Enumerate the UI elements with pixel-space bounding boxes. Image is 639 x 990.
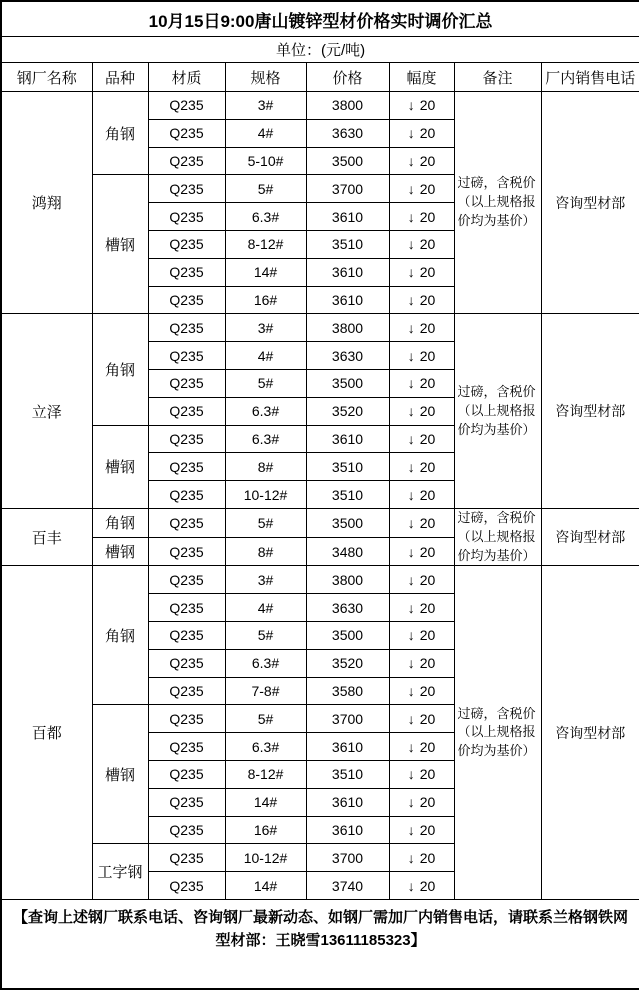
col-header-material: 材质 [148, 63, 225, 92]
price-cell: 3630 [306, 119, 389, 147]
spec-cell: 6.3# [225, 733, 306, 761]
material-cell: Q235 [148, 677, 225, 705]
change-value: 20 [419, 683, 436, 700]
change-cell [389, 314, 454, 342]
spec-cell: 5# [225, 622, 306, 650]
price-cell: 3510 [306, 453, 389, 481]
material-cell: Q235 [148, 594, 225, 622]
down-arrow-icon: ↓ [407, 738, 415, 755]
price-cell: 3610 [306, 425, 389, 453]
page-title: 10月15日9:00唐山镀锌型材价格实时调价汇总 [1, 1, 639, 37]
phone-cell: 咨询型材部 [541, 92, 639, 314]
change-cell [389, 481, 454, 509]
change-value: 20 [419, 849, 436, 866]
price-cell: 3500 [306, 147, 389, 175]
spec-cell: 6.3# [225, 203, 306, 231]
down-arrow-icon: ↓ [407, 152, 415, 169]
price-cell: 3610 [306, 286, 389, 314]
unit-row [1, 37, 639, 63]
change-cell [389, 369, 454, 397]
material-cell: Q235 [148, 705, 225, 733]
price-cell: 3510 [306, 481, 389, 509]
change-value: 20 [419, 403, 436, 420]
spec-cell: 4# [225, 119, 306, 147]
down-arrow-icon: ↓ [407, 683, 415, 700]
down-arrow-icon: ↓ [407, 655, 415, 672]
change-value: 20 [419, 208, 436, 225]
table-row [1, 508, 639, 537]
table-row [1, 92, 639, 120]
price-cell: 3610 [306, 203, 389, 231]
change-cell [389, 566, 454, 594]
spec-cell: 16# [225, 286, 306, 314]
down-arrow-icon: ↓ [407, 710, 415, 727]
change-value: 20 [419, 571, 436, 588]
down-arrow-icon: ↓ [407, 291, 415, 308]
material-cell: Q235 [148, 761, 225, 789]
material-cell: Q235 [148, 92, 225, 120]
title-row [1, 1, 639, 37]
price-cell: 3700 [306, 844, 389, 872]
spec-cell: 4# [225, 594, 306, 622]
change-value: 20 [419, 152, 436, 169]
phone-cell: 咨询型材部 [541, 566, 639, 900]
material-cell: Q235 [148, 566, 225, 594]
variety-cell: 槽钢 [92, 705, 148, 844]
price-cell: 3800 [306, 314, 389, 342]
change-value: 20 [419, 291, 436, 308]
price-cell: 3700 [306, 175, 389, 203]
variety-cell: 角钢 [92, 92, 148, 175]
change-cell [389, 453, 454, 481]
down-arrow-icon: ↓ [407, 319, 415, 336]
material-cell: Q235 [148, 175, 225, 203]
down-arrow-icon: ↓ [407, 571, 415, 588]
material-cell: Q235 [148, 425, 225, 453]
change-value: 20 [419, 347, 436, 364]
material-cell: Q235 [148, 342, 225, 370]
change-cell [389, 622, 454, 650]
col-header-variety: 品种 [92, 63, 148, 92]
down-arrow-icon: ↓ [407, 403, 415, 420]
down-arrow-icon: ↓ [407, 180, 415, 197]
change-value: 20 [419, 514, 436, 531]
material-cell: Q235 [148, 369, 225, 397]
change-cell [389, 816, 454, 844]
change-cell [389, 147, 454, 175]
down-arrow-icon: ↓ [407, 236, 415, 253]
material-cell: Q235 [148, 733, 225, 761]
phone-cell: 咨询型材部 [541, 508, 639, 566]
spec-cell: 5# [225, 369, 306, 397]
spec-cell: 4# [225, 342, 306, 370]
down-arrow-icon: ↓ [407, 347, 415, 364]
change-cell [389, 258, 454, 286]
col-header-price: 价格 [306, 63, 389, 92]
table-row [1, 314, 639, 342]
variety-cell: 工字钢 [92, 844, 148, 900]
remark-cell: 过磅，含税价（以上规格报价均为基价） [454, 92, 541, 314]
change-value: 20 [419, 180, 436, 197]
spec-cell: 6.3# [225, 649, 306, 677]
down-arrow-icon: ↓ [407, 486, 415, 503]
spec-cell: 5# [225, 705, 306, 733]
change-cell [389, 425, 454, 453]
change-value: 20 [419, 822, 436, 839]
change-value: 20 [419, 264, 436, 281]
change-cell [389, 844, 454, 872]
change-value: 20 [419, 486, 436, 503]
down-arrow-icon: ↓ [407, 264, 415, 281]
change-cell [389, 397, 454, 425]
change-value: 20 [419, 375, 436, 392]
down-arrow-icon: ↓ [407, 208, 415, 225]
spec-cell: 14# [225, 788, 306, 816]
variety-cell: 槽钢 [92, 425, 148, 508]
price-cell: 3510 [306, 761, 389, 789]
variety-cell: 槽钢 [92, 537, 148, 566]
price-cell: 3610 [306, 816, 389, 844]
price-cell: 3520 [306, 397, 389, 425]
material-cell: Q235 [148, 649, 225, 677]
variety-cell: 角钢 [92, 508, 148, 537]
material-cell: Q235 [148, 314, 225, 342]
down-arrow-icon: ↓ [407, 458, 415, 475]
change-cell [389, 203, 454, 231]
spec-cell: 8# [225, 453, 306, 481]
variety-cell: 角钢 [92, 566, 148, 705]
price-table-body [1, 92, 639, 900]
mill-name-cell: 立泽 [1, 314, 92, 509]
mill-name-cell: 鸿翔 [1, 92, 92, 314]
footer-note: 【查询上述钢厂联系电话、咨询钢厂最新动态、如钢厂需加厂内销售电话，请联系兰格钢铁网型材部：王晓雪13611185323】 [1, 900, 639, 990]
change-value: 20 [419, 710, 436, 727]
material-cell: Q235 [148, 481, 225, 509]
spec-cell: 7-8# [225, 677, 306, 705]
mill-name-cell: 百丰 [1, 508, 92, 566]
price-cell: 3500 [306, 622, 389, 650]
col-header-phone: 厂内销售电话 [541, 63, 639, 92]
down-arrow-icon: ↓ [407, 627, 415, 644]
change-cell [389, 733, 454, 761]
change-value: 20 [419, 794, 436, 811]
change-value: 20 [419, 458, 436, 475]
down-arrow-icon: ↓ [407, 543, 415, 560]
spec-cell: 16# [225, 816, 306, 844]
price-cell: 3630 [306, 342, 389, 370]
phone-cell: 咨询型材部 [541, 314, 639, 509]
mill-name-cell: 百都 [1, 566, 92, 900]
spec-cell: 6.3# [225, 425, 306, 453]
price-cell: 3800 [306, 566, 389, 594]
price-cell: 3580 [306, 677, 389, 705]
change-cell [389, 788, 454, 816]
price-cell: 3610 [306, 788, 389, 816]
change-cell [389, 761, 454, 789]
remark-cell: 过磅，含税价（以上规格报价均为基价） [454, 508, 541, 566]
down-arrow-icon: ↓ [407, 375, 415, 392]
material-cell: Q235 [148, 203, 225, 231]
change-value: 20 [419, 319, 436, 336]
change-cell [389, 342, 454, 370]
material-cell: Q235 [148, 816, 225, 844]
spec-cell: 5# [225, 175, 306, 203]
material-cell: Q235 [148, 397, 225, 425]
material-cell: Q235 [148, 147, 225, 175]
change-cell [389, 508, 454, 537]
change-value: 20 [419, 655, 436, 672]
variety-cell: 角钢 [92, 314, 148, 425]
spec-cell: 5-10# [225, 147, 306, 175]
change-cell [389, 872, 454, 900]
footer-row [1, 900, 639, 990]
change-cell [389, 286, 454, 314]
col-header-change: 幅度 [389, 63, 454, 92]
spec-cell: 6.3# [225, 397, 306, 425]
header-row [1, 63, 639, 92]
variety-cell: 槽钢 [92, 175, 148, 314]
down-arrow-icon: ↓ [407, 514, 415, 531]
spec-cell: 8-12# [225, 230, 306, 258]
price-cell: 3500 [306, 369, 389, 397]
down-arrow-icon: ↓ [407, 794, 415, 811]
unit-label: 单位：(元/吨) [1, 37, 639, 63]
change-cell [389, 677, 454, 705]
down-arrow-icon: ↓ [407, 125, 415, 142]
table-row [1, 566, 639, 594]
col-header-mill: 钢厂名称 [1, 63, 92, 92]
price-cell: 3800 [306, 92, 389, 120]
remark-cell: 过磅，含税价（以上规格报价均为基价） [454, 566, 541, 900]
price-cell: 3610 [306, 733, 389, 761]
change-value: 20 [419, 877, 436, 894]
change-cell [389, 230, 454, 258]
material-cell: Q235 [148, 258, 225, 286]
material-cell: Q235 [148, 286, 225, 314]
price-cell: 3740 [306, 872, 389, 900]
change-value: 20 [419, 627, 436, 644]
spec-cell: 5# [225, 508, 306, 537]
change-value: 20 [419, 97, 436, 114]
spec-cell: 3# [225, 314, 306, 342]
material-cell: Q235 [148, 230, 225, 258]
change-cell [389, 175, 454, 203]
remark-cell: 过磅，含税价（以上规格报价均为基价） [454, 314, 541, 509]
change-cell [389, 705, 454, 733]
material-cell: Q235 [148, 119, 225, 147]
spec-cell: 3# [225, 92, 306, 120]
price-cell: 3480 [306, 537, 389, 566]
material-cell: Q235 [148, 788, 225, 816]
change-value: 20 [419, 430, 436, 447]
material-cell: Q235 [148, 872, 225, 900]
col-header-remark: 备注 [454, 63, 541, 92]
change-value: 20 [419, 236, 436, 253]
down-arrow-icon: ↓ [407, 430, 415, 447]
change-value: 20 [419, 738, 436, 755]
material-cell: Q235 [148, 537, 225, 566]
down-arrow-icon: ↓ [407, 766, 415, 783]
price-cell: 3630 [306, 594, 389, 622]
spec-cell: 10-12# [225, 481, 306, 509]
down-arrow-icon: ↓ [407, 849, 415, 866]
change-cell [389, 537, 454, 566]
change-value: 20 [419, 766, 436, 783]
change-cell [389, 92, 454, 120]
change-value: 20 [419, 125, 436, 142]
down-arrow-icon: ↓ [407, 97, 415, 114]
col-header-spec: 规格 [225, 63, 306, 92]
spec-cell: 8-12# [225, 761, 306, 789]
material-cell: Q235 [148, 844, 225, 872]
change-value: 20 [419, 543, 436, 560]
price-cell: 3510 [306, 230, 389, 258]
down-arrow-icon: ↓ [407, 599, 415, 616]
material-cell: Q235 [148, 622, 225, 650]
price-cell: 3610 [306, 258, 389, 286]
material-cell: Q235 [148, 508, 225, 537]
change-value: 20 [419, 599, 436, 616]
spec-cell: 8# [225, 537, 306, 566]
material-cell: Q235 [148, 453, 225, 481]
price-cell: 3520 [306, 649, 389, 677]
spec-cell: 10-12# [225, 844, 306, 872]
change-cell [389, 119, 454, 147]
down-arrow-icon: ↓ [407, 877, 415, 894]
spec-cell: 3# [225, 566, 306, 594]
price-cell: 3500 [306, 508, 389, 537]
change-cell [389, 594, 454, 622]
down-arrow-icon: ↓ [407, 822, 415, 839]
spec-cell: 14# [225, 872, 306, 900]
change-cell [389, 649, 454, 677]
spec-cell: 14# [225, 258, 306, 286]
price-cell: 3700 [306, 705, 389, 733]
